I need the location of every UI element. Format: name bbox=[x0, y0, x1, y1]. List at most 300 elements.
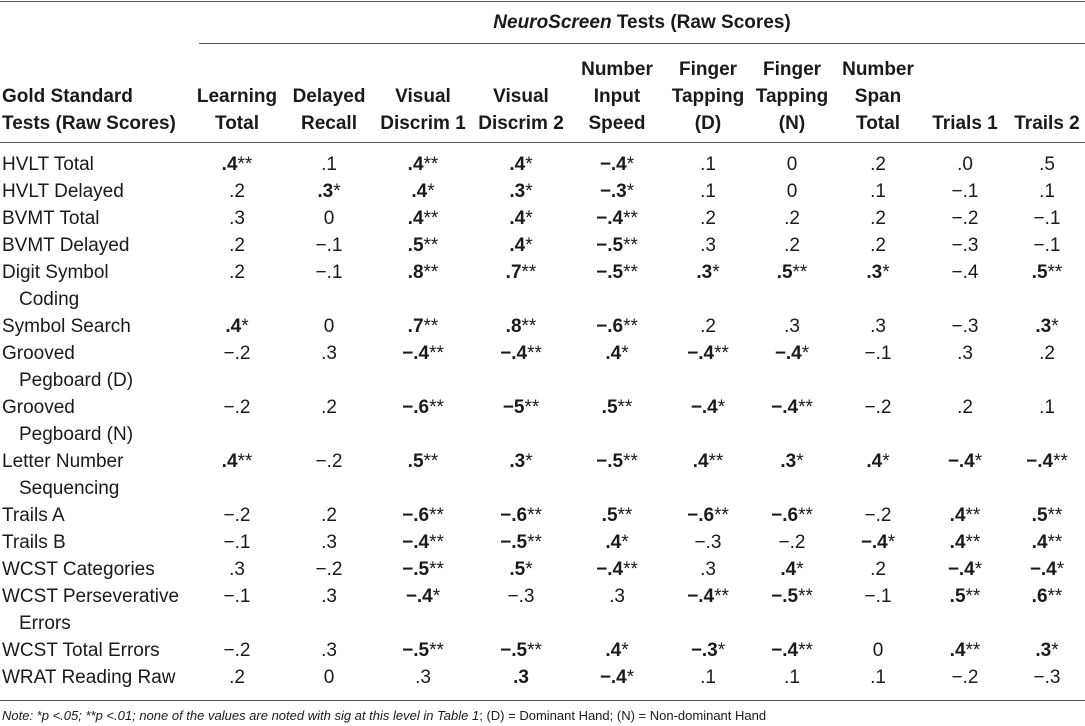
table-cell bbox=[192, 637, 282, 664]
cell-value: .5 bbox=[601, 397, 618, 418]
table-cell bbox=[476, 637, 566, 664]
table-cell bbox=[1002, 529, 1085, 556]
cell-value: 0 bbox=[786, 154, 798, 175]
table-cell bbox=[663, 556, 753, 583]
cell-value: −.4 bbox=[947, 451, 975, 472]
cell-value: .1 bbox=[1039, 181, 1055, 202]
table-cell bbox=[833, 205, 923, 232]
table-cell bbox=[378, 340, 468, 367]
significance-marker: * bbox=[801, 343, 810, 364]
row-label bbox=[2, 664, 192, 691]
cell-value: −.2 bbox=[315, 559, 343, 580]
row-label-line: BVMT Total bbox=[2, 208, 100, 229]
row-label bbox=[2, 313, 192, 340]
table-cell bbox=[192, 232, 282, 259]
significance-marker: * bbox=[717, 640, 726, 661]
row-label bbox=[2, 151, 192, 178]
table-cell bbox=[833, 664, 923, 691]
cell-value: −.2 bbox=[864, 397, 892, 418]
table-cell bbox=[192, 394, 282, 421]
table-cell bbox=[192, 583, 282, 610]
table-cell bbox=[476, 205, 566, 232]
cell-value: .3 bbox=[509, 181, 526, 202]
significance-marker: ** bbox=[965, 640, 981, 661]
row-label-line: WCST Total Errors bbox=[2, 640, 160, 661]
table-cell bbox=[284, 556, 374, 583]
cell-value: −.4 bbox=[687, 586, 715, 607]
table-cell bbox=[747, 529, 837, 556]
row-label-line: WRAT Reading Raw bbox=[2, 667, 176, 688]
cell-value: .2 bbox=[870, 208, 886, 229]
significance-marker: ** bbox=[623, 451, 638, 472]
row-label-line: Grooved bbox=[2, 397, 75, 418]
significance-marker: * bbox=[882, 451, 890, 472]
cell-value: .4 bbox=[949, 640, 966, 661]
cell-value: .3 bbox=[415, 667, 431, 688]
table-cell bbox=[192, 340, 282, 367]
cell-value: −.1 bbox=[223, 532, 251, 553]
table-cell bbox=[663, 178, 753, 205]
cell-value: −.4 bbox=[1029, 559, 1057, 580]
table-cell bbox=[378, 232, 468, 259]
cell-value: −.6 bbox=[771, 505, 799, 526]
cell-value: .7 bbox=[407, 316, 424, 337]
significance-marker: ** bbox=[965, 586, 981, 607]
table-cell bbox=[192, 178, 282, 205]
table-cell bbox=[476, 259, 566, 286]
table-cell bbox=[378, 502, 468, 529]
row-label-line: Trails B bbox=[2, 532, 66, 553]
table-cell bbox=[833, 448, 923, 475]
table-cell bbox=[378, 529, 468, 556]
table-cell bbox=[833, 637, 923, 664]
table-cell bbox=[476, 529, 566, 556]
cell-value: −.4 bbox=[947, 559, 975, 580]
table-cell bbox=[1002, 556, 1085, 583]
significance-marker: * bbox=[974, 559, 983, 580]
significance-marker: ** bbox=[521, 262, 537, 283]
table-cell bbox=[378, 664, 468, 691]
top-rule bbox=[0, 1, 1085, 2]
cell-value: −.2 bbox=[223, 640, 251, 661]
cell-value: .3 bbox=[321, 586, 337, 607]
column-header: Visual Discrim 2 bbox=[478, 86, 564, 134]
cell-value: .2 bbox=[870, 559, 886, 580]
cell-value: .1 bbox=[1039, 397, 1055, 418]
significance-marker: ** bbox=[429, 505, 444, 526]
table-cell bbox=[476, 178, 566, 205]
table-cell bbox=[378, 205, 468, 232]
significance-marker: ** bbox=[423, 235, 439, 256]
table-cell bbox=[284, 340, 374, 367]
cell-value: .3 bbox=[1035, 316, 1052, 337]
significance-marker: * bbox=[974, 451, 983, 472]
significance-marker: ** bbox=[521, 316, 537, 337]
cell-value: .2 bbox=[784, 235, 800, 256]
cell-value: .3 bbox=[229, 208, 245, 229]
significance-marker: ** bbox=[423, 316, 439, 337]
table-cell bbox=[747, 232, 837, 259]
table-cell bbox=[833, 313, 923, 340]
row-label bbox=[2, 637, 192, 664]
cell-value: −.4 bbox=[500, 343, 528, 364]
significance-marker: ** bbox=[623, 208, 638, 229]
table-cell bbox=[920, 151, 1010, 178]
significance-marker: ** bbox=[527, 532, 542, 553]
row-header: Gold Standard Tests (Raw Scores) bbox=[2, 86, 176, 134]
table-cell bbox=[663, 529, 753, 556]
cell-value: .2 bbox=[321, 505, 337, 526]
table-cell bbox=[747, 259, 837, 286]
table-cell bbox=[663, 205, 753, 232]
cell-value: −.4 bbox=[690, 397, 718, 418]
table-cell bbox=[920, 313, 1010, 340]
table-cell bbox=[920, 556, 1010, 583]
column-header: Number Span Total bbox=[842, 59, 914, 134]
row-label-line: WCST Categories bbox=[2, 559, 155, 580]
column-header: Finger Tapping (D) bbox=[671, 59, 745, 134]
table-cell bbox=[663, 259, 753, 286]
table-cell bbox=[572, 448, 662, 475]
cell-value: .3 bbox=[784, 316, 800, 337]
bottom-rule bbox=[0, 700, 1085, 701]
super-header-italic: NeuroScreen bbox=[493, 12, 612, 33]
table-cell bbox=[663, 340, 753, 367]
row-label bbox=[2, 448, 192, 502]
table-cell bbox=[920, 178, 1010, 205]
table-cell bbox=[663, 448, 753, 475]
cell-value: .4 bbox=[221, 154, 238, 175]
table-cell bbox=[920, 583, 1010, 610]
row-label bbox=[2, 178, 192, 205]
table-cell bbox=[476, 583, 566, 610]
significance-marker: ** bbox=[527, 505, 542, 526]
table-cell bbox=[920, 448, 1010, 475]
table-cell bbox=[663, 151, 753, 178]
header-rule bbox=[0, 142, 1085, 143]
cell-value: .5 bbox=[1031, 262, 1048, 283]
significance-marker: ** bbox=[714, 343, 729, 364]
cell-value: .3 bbox=[513, 667, 529, 688]
table-cell bbox=[747, 448, 837, 475]
table-cell bbox=[920, 232, 1010, 259]
cell-value: .1 bbox=[700, 667, 716, 688]
table-cell bbox=[192, 151, 282, 178]
cell-value: −.5 bbox=[500, 640, 528, 661]
cell-value: −.3 bbox=[951, 316, 979, 337]
significance-marker: * bbox=[333, 181, 341, 202]
significance-marker: ** bbox=[965, 505, 981, 526]
row-label-line: BVMT Delayed bbox=[2, 235, 130, 256]
table-cell bbox=[1002, 394, 1085, 421]
significance-marker: ** bbox=[423, 262, 439, 283]
column-header: Trials 1 bbox=[932, 113, 998, 134]
cell-value: −.5 bbox=[500, 532, 528, 553]
table-cell bbox=[284, 637, 374, 664]
span-rule bbox=[199, 43, 1085, 44]
table-cell bbox=[747, 340, 837, 367]
significance-marker: * bbox=[621, 532, 629, 553]
table-cell bbox=[284, 151, 374, 178]
cell-value: .4 bbox=[225, 316, 242, 337]
table-cell bbox=[663, 313, 753, 340]
cell-value: −.2 bbox=[951, 667, 979, 688]
table-cell bbox=[572, 232, 662, 259]
table-cell bbox=[572, 151, 662, 178]
significance-marker: ** bbox=[429, 640, 444, 661]
table-cell bbox=[192, 502, 282, 529]
cell-value: .4 bbox=[692, 451, 709, 472]
super-header-rest: Tests (Raw Scores) bbox=[611, 12, 791, 33]
table-cell bbox=[476, 502, 566, 529]
table-cell bbox=[1002, 259, 1085, 286]
table-cell bbox=[833, 583, 923, 610]
significance-marker: ** bbox=[1047, 532, 1063, 553]
significance-marker: * bbox=[432, 586, 441, 607]
cell-value: −.4 bbox=[596, 559, 624, 580]
cell-value: .5 bbox=[1039, 154, 1055, 175]
cell-value: −.4 bbox=[402, 532, 430, 553]
significance-marker: ** bbox=[237, 451, 253, 472]
significance-marker: ** bbox=[798, 640, 813, 661]
cell-value: 0 bbox=[323, 667, 335, 688]
cell-value: .2 bbox=[229, 667, 245, 688]
cell-value: .3 bbox=[866, 262, 883, 283]
column-header: Visual Discrim 1 bbox=[380, 86, 466, 134]
table-cell bbox=[1002, 637, 1085, 664]
cell-value: 0 bbox=[786, 181, 798, 202]
significance-marker: * bbox=[525, 181, 533, 202]
cell-value: −.4 bbox=[860, 532, 888, 553]
cell-value: .2 bbox=[229, 181, 245, 202]
cell-value: −.5 bbox=[771, 586, 799, 607]
significance-marker: ** bbox=[965, 532, 981, 553]
significance-marker: ** bbox=[792, 262, 808, 283]
row-label bbox=[2, 529, 192, 556]
cell-value: −.1 bbox=[315, 235, 343, 256]
cell-value: .4 bbox=[221, 451, 238, 472]
row-label-line: HVLT Total bbox=[2, 154, 94, 175]
table-cell bbox=[1002, 151, 1085, 178]
table-cell bbox=[572, 340, 662, 367]
table-cell bbox=[476, 232, 566, 259]
column-header: Learning Total bbox=[196, 86, 278, 134]
row-label-continuation: Sequencing bbox=[19, 478, 120, 499]
table-cell bbox=[192, 556, 282, 583]
significance-marker: ** bbox=[623, 262, 638, 283]
table-cell bbox=[920, 205, 1010, 232]
significance-marker: * bbox=[796, 559, 804, 580]
table-cell bbox=[284, 313, 374, 340]
significance-marker: ** bbox=[798, 397, 813, 418]
table-cell bbox=[378, 583, 468, 610]
cell-value: −.4 bbox=[402, 343, 430, 364]
table-cell bbox=[833, 502, 923, 529]
cell-value: −.4 bbox=[1026, 451, 1054, 472]
row-label-line: WCST Perseverative bbox=[2, 586, 180, 607]
row-label bbox=[2, 205, 192, 232]
table-cell bbox=[1002, 340, 1085, 367]
cell-value: −.4 bbox=[596, 208, 624, 229]
table-cell bbox=[663, 664, 753, 691]
significance-marker: * bbox=[717, 397, 726, 418]
table-cell bbox=[1002, 664, 1085, 691]
table-cell bbox=[833, 151, 923, 178]
significance-marker: ** bbox=[237, 154, 253, 175]
cell-value: −.5 bbox=[596, 235, 624, 256]
cell-value: .3 bbox=[229, 559, 245, 580]
table-cell bbox=[747, 151, 837, 178]
row-label-line: Digit Symbol bbox=[2, 262, 109, 283]
cell-value: 0 bbox=[323, 316, 335, 337]
significance-marker: ** bbox=[429, 559, 444, 580]
table-cell bbox=[284, 178, 374, 205]
cell-value: .2 bbox=[700, 316, 716, 337]
cell-value: .8 bbox=[505, 316, 522, 337]
cell-value: −.5 bbox=[596, 451, 624, 472]
table-cell bbox=[284, 394, 374, 421]
row-label bbox=[2, 502, 192, 529]
cell-value: −.5 bbox=[402, 640, 430, 661]
cell-value: −5 bbox=[502, 397, 525, 418]
significance-marker: ** bbox=[1047, 586, 1063, 607]
cell-value: −.4 bbox=[405, 586, 433, 607]
row-label-line: Symbol Search bbox=[2, 316, 131, 337]
cell-value: .6 bbox=[1031, 586, 1048, 607]
cell-value: .3 bbox=[321, 343, 337, 364]
table-cell bbox=[920, 502, 1010, 529]
table-cell bbox=[1002, 502, 1085, 529]
table-cell bbox=[833, 232, 923, 259]
significance-marker: ** bbox=[429, 343, 444, 364]
significance-marker: ** bbox=[623, 559, 638, 580]
table-cell bbox=[663, 502, 753, 529]
cell-value: −.6 bbox=[402, 397, 430, 418]
row-label-line: Trails A bbox=[2, 505, 65, 526]
cell-value: −.2 bbox=[223, 397, 251, 418]
table-cell bbox=[1002, 448, 1085, 475]
significance-marker: ** bbox=[617, 505, 633, 526]
cell-value: 0 bbox=[872, 640, 884, 661]
column-header: Finger Tapping (N) bbox=[755, 59, 829, 134]
table-cell bbox=[572, 556, 662, 583]
cell-value: −.1 bbox=[315, 262, 343, 283]
cell-value: .4 bbox=[1031, 532, 1048, 553]
cell-value: −.2 bbox=[951, 208, 979, 229]
cell-value: .4 bbox=[509, 208, 526, 229]
table-cell bbox=[572, 637, 662, 664]
cell-value: −.1 bbox=[1033, 235, 1061, 256]
cell-value: .5 bbox=[407, 235, 424, 256]
table-cell bbox=[284, 583, 374, 610]
table-cell bbox=[572, 178, 662, 205]
row-label-continuation: Pegboard (D) bbox=[19, 370, 134, 391]
cell-value: .4 bbox=[509, 154, 526, 175]
row-label bbox=[2, 583, 192, 637]
note-rest: ; (D) = Dominant Hand; (N) = Non-dominant Hand bbox=[479, 708, 767, 723]
significance-marker: * bbox=[796, 451, 804, 472]
significance-marker: * bbox=[525, 154, 533, 175]
table-cell bbox=[192, 448, 282, 475]
cell-value: .4 bbox=[605, 532, 622, 553]
significance-marker: ** bbox=[798, 505, 813, 526]
row-label-continuation: Pegboard (N) bbox=[19, 424, 134, 445]
table-cell bbox=[378, 556, 468, 583]
table-cell bbox=[920, 340, 1010, 367]
table-cell bbox=[920, 637, 1010, 664]
column-header: Delayed Recall bbox=[292, 86, 366, 134]
cell-value: .2 bbox=[784, 208, 800, 229]
cell-value: −.6 bbox=[596, 316, 624, 337]
table-cell bbox=[747, 178, 837, 205]
table-cell bbox=[284, 232, 374, 259]
significance-marker: * bbox=[626, 181, 635, 202]
cell-value: .4 bbox=[780, 559, 797, 580]
significance-marker: * bbox=[525, 559, 533, 580]
table-cell bbox=[920, 259, 1010, 286]
cell-value: −.2 bbox=[223, 343, 251, 364]
column-header: Number Input Speed bbox=[581, 59, 653, 134]
row-label-continuation: Errors bbox=[19, 613, 71, 634]
cell-value: .2 bbox=[870, 235, 886, 256]
row-label-line: Letter Number bbox=[2, 451, 124, 472]
table-note bbox=[2, 708, 766, 723]
cell-value: −.3 bbox=[694, 532, 722, 553]
cell-value: .2 bbox=[321, 397, 337, 418]
significance-marker: ** bbox=[423, 451, 439, 472]
table-cell bbox=[920, 394, 1010, 421]
table-cell bbox=[663, 394, 753, 421]
cell-value: −.4 bbox=[771, 640, 799, 661]
significance-marker: * bbox=[525, 208, 533, 229]
cell-value: −.6 bbox=[500, 505, 528, 526]
cell-value: .3 bbox=[1035, 640, 1052, 661]
table-cell bbox=[284, 205, 374, 232]
table-cell bbox=[572, 583, 662, 610]
cell-value: .4 bbox=[949, 532, 966, 553]
table-cell bbox=[284, 529, 374, 556]
table-cell bbox=[572, 313, 662, 340]
cell-value: .1 bbox=[784, 667, 800, 688]
significance-marker: ** bbox=[1053, 451, 1068, 472]
table-cell bbox=[192, 664, 282, 691]
table-cell bbox=[192, 259, 282, 286]
table-cell bbox=[747, 502, 837, 529]
row-label-line: Grooved bbox=[2, 343, 75, 364]
row-label-continuation: Coding bbox=[19, 289, 80, 310]
significance-marker: * bbox=[1056, 559, 1065, 580]
cell-value: .2 bbox=[957, 397, 973, 418]
table-cell bbox=[192, 205, 282, 232]
table-cell bbox=[663, 232, 753, 259]
cell-value: −.4 bbox=[774, 343, 802, 364]
table-cell bbox=[663, 583, 753, 610]
cell-value: .2 bbox=[700, 208, 716, 229]
significance-marker: ** bbox=[527, 640, 542, 661]
cell-value: −.4 bbox=[599, 154, 627, 175]
table-cell bbox=[833, 529, 923, 556]
cell-value: −.6 bbox=[402, 505, 430, 526]
cell-value: −.1 bbox=[223, 586, 251, 607]
significance-marker: ** bbox=[429, 397, 444, 418]
significance-marker: * bbox=[525, 451, 533, 472]
cell-value: .1 bbox=[700, 181, 716, 202]
table-cell bbox=[192, 529, 282, 556]
table-cell bbox=[476, 448, 566, 475]
table-cell bbox=[476, 664, 566, 691]
table-cell bbox=[378, 637, 468, 664]
column-header: Trails 2 bbox=[1014, 113, 1080, 134]
